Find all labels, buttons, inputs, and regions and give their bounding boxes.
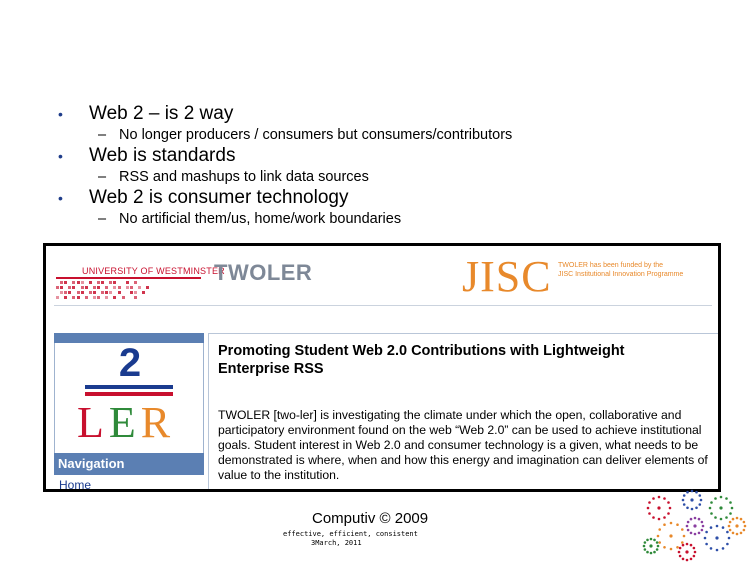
firework-dot <box>714 516 717 519</box>
firework-dot <box>683 503 686 506</box>
bullet-marker: • <box>58 190 63 206</box>
firework-dot <box>710 501 713 504</box>
firework-dot <box>644 548 647 551</box>
firework-dot <box>699 503 702 506</box>
firework-dot <box>683 494 686 497</box>
firework-dot <box>720 496 723 499</box>
firework-dot <box>683 535 686 538</box>
logo-pattern-dot <box>64 296 67 299</box>
logo-pattern-dot <box>109 281 112 284</box>
firework-dot <box>690 544 693 547</box>
firework-dot <box>710 526 713 529</box>
firework-dot <box>681 528 684 531</box>
sub-bullet-text: No longer producers / consumers but consumers/contributors <box>119 127 513 143</box>
firework-dot <box>676 523 679 526</box>
logo-pattern-dot <box>113 296 116 299</box>
logo-pattern-dot <box>97 296 100 299</box>
firework-dot <box>690 518 693 521</box>
firework-dot <box>731 507 734 510</box>
logo-numeral: 2 <box>118 341 142 385</box>
firework-dot <box>653 551 656 554</box>
logo-pattern-dot <box>105 296 108 299</box>
firework-dot <box>701 529 704 532</box>
firework-dot <box>656 548 659 551</box>
firework-dot <box>698 518 701 521</box>
firework-dot <box>695 491 698 494</box>
firework-dot <box>702 525 705 528</box>
jisc-logo: JISC <box>462 252 552 301</box>
firework-dot <box>644 541 647 544</box>
firework-dot <box>736 517 739 520</box>
logo-blue-bar <box>85 385 173 389</box>
logo-pattern-dot <box>77 281 80 284</box>
funding-note-line2: JISC Institutional Innovation Programme <box>558 271 684 278</box>
firework-dot <box>698 532 701 535</box>
sub-bullet-marker: – <box>98 169 107 185</box>
logo-pattern-dot <box>60 281 63 284</box>
logo-pattern-dot <box>113 286 116 289</box>
firework-dot <box>687 521 690 524</box>
logo-pattern-dot <box>93 291 96 294</box>
firework-dot <box>686 559 689 562</box>
firework-dot <box>729 512 732 515</box>
bullet-item <box>58 145 738 167</box>
logo-pattern-dot <box>105 286 108 289</box>
bullet-list <box>58 103 738 229</box>
sub-bullet-text: No artificial them/us, home/work boundaries <box>119 211 402 227</box>
content-body: TWOLER [two-ler] is investigating the climate under which the open, collaborative and participatory environment found on the web “Web 2.0” can be used to achieve institutional goals. Student interest in Web 2.0 and consumer technology is a given, what needs to be demonstrated is where, when and how this energy and imagination can deliver elements of value to the institution. <box>218 408 708 482</box>
site-header <box>46 246 718 324</box>
logo-pattern-dot <box>134 291 137 294</box>
firework-dot <box>714 497 717 500</box>
firework-dot <box>657 535 660 538</box>
firework-dot <box>653 539 656 542</box>
logo-pattern-dot <box>85 296 88 299</box>
site-title: TWOLER <box>214 260 313 285</box>
firework-center <box>690 498 693 501</box>
firework-dot <box>687 529 690 532</box>
logo-pattern-dot <box>72 286 75 289</box>
firework-dot <box>732 518 735 521</box>
firework-center <box>693 524 696 527</box>
logo-pattern-dot <box>93 286 96 289</box>
firework-dot <box>725 516 728 519</box>
sub-bullet-item <box>58 167 738 187</box>
firework-dot <box>652 516 655 519</box>
firework-dot <box>729 529 732 532</box>
sub-bullet-marker: – <box>98 211 107 227</box>
logo-pattern-dot <box>60 291 63 294</box>
firework-dot <box>678 551 681 554</box>
logo-pattern-dot <box>72 296 75 299</box>
firework-dot <box>693 547 696 550</box>
firework-dot <box>705 531 708 534</box>
firework-dot <box>740 532 743 535</box>
firework-dot <box>658 496 661 499</box>
firework-dot <box>722 547 725 550</box>
firework-dot <box>705 543 708 546</box>
logo-pattern-dot <box>77 291 80 294</box>
logo-pattern-dot <box>64 281 67 284</box>
logo-pattern-dot <box>85 286 88 289</box>
firework-dot <box>682 499 685 502</box>
bullet-text: Web 2 – is 2 way <box>89 103 234 124</box>
logo-pattern-dot <box>118 286 121 289</box>
logo-pattern-dot <box>142 291 145 294</box>
logo-pattern-dot <box>101 291 104 294</box>
firework-dot <box>720 518 723 521</box>
firework-center <box>735 524 738 527</box>
footer-tagline: effective, efficient, consistent <box>283 530 418 538</box>
firework-dot <box>704 537 707 540</box>
firework-dot <box>650 538 653 541</box>
logo-pattern-dot <box>89 291 92 294</box>
logo-letter-l: L <box>77 398 109 447</box>
sub-bullet-text: RSS and mashups to link data sources <box>119 169 369 185</box>
firework-dot <box>710 512 713 515</box>
logo-pattern-dot <box>126 281 129 284</box>
sub-bullet-marker: – <box>98 127 107 143</box>
logo-red-bar <box>85 392 173 396</box>
content-title: Promoting Student Web 2.0 Contributions with Lightweight Enterprise RSS <box>218 343 625 377</box>
firework-dot <box>690 532 693 535</box>
firework-dot <box>743 529 746 532</box>
twoler-logo <box>54 343 204 458</box>
firework-dot <box>669 507 672 510</box>
logo-pattern-dot <box>68 291 71 294</box>
funding-note <box>558 261 683 279</box>
firework-dot <box>656 541 659 544</box>
firework-dot <box>699 494 702 497</box>
logo-pattern-dot <box>134 281 137 284</box>
logo-pattern-dot <box>72 281 75 284</box>
logo-letter-e: E <box>108 398 141 447</box>
bullet-text: Web is standards <box>89 145 236 166</box>
firework-dot <box>663 497 666 500</box>
logo-pattern-dot <box>113 281 116 284</box>
bullet-item <box>58 103 738 125</box>
logo-pattern-dot <box>60 286 63 289</box>
site-sidebar <box>54 333 204 492</box>
firework-dot <box>646 551 649 554</box>
firework-dot <box>691 490 694 493</box>
logo-pattern-dot <box>97 281 100 284</box>
firework-dot <box>728 525 731 528</box>
firework-center <box>715 536 718 539</box>
footer-date: 3March, 2011 <box>311 539 362 547</box>
logo-pattern-dot <box>122 296 125 299</box>
firework-center <box>719 506 722 509</box>
firework-dot <box>709 507 712 510</box>
logo-pattern-dot <box>89 281 92 284</box>
logo-pattern-dot <box>130 291 133 294</box>
firework-dot <box>729 501 732 504</box>
logo-letter-r: R <box>140 398 176 447</box>
university-logo-text: UNIVERSITY OF WESTMINSTER <box>82 266 225 276</box>
firework-dot <box>690 558 693 561</box>
firework-dot <box>700 499 703 502</box>
firework-dot <box>658 518 661 521</box>
nav-link-home[interactable]: Home <box>59 478 92 492</box>
firework-dot <box>726 531 729 534</box>
navigation-heading: Navigation <box>54 453 204 475</box>
logo-pattern-dot <box>134 296 137 299</box>
firework-center <box>669 534 672 537</box>
firework-dot <box>686 525 689 528</box>
bullet-marker: • <box>58 106 63 122</box>
firework-center <box>649 544 652 547</box>
firework-dot <box>710 547 713 550</box>
firework-dot <box>679 555 682 558</box>
firework-dot <box>695 507 698 510</box>
logo-pattern-dot <box>81 291 84 294</box>
logo-pattern-dot <box>138 286 141 289</box>
logo-pattern-dot <box>130 286 133 289</box>
logo-pattern-dot <box>109 291 112 294</box>
firework-dot <box>694 551 697 554</box>
firework-dot <box>725 497 728 500</box>
bullet-text: Web 2 is consumer technology <box>89 187 349 208</box>
firework-dot <box>663 523 666 526</box>
firework-dot <box>722 526 725 529</box>
firework-dot <box>679 547 682 550</box>
bullet-item <box>58 187 738 209</box>
sub-bullet-item <box>58 125 738 145</box>
logo-pattern-dot <box>118 291 121 294</box>
firework-dot <box>643 545 646 548</box>
logo-pattern-dot <box>64 291 67 294</box>
firework-dot <box>681 541 684 544</box>
firework-dot <box>686 543 689 546</box>
firework-dot <box>648 512 651 515</box>
firework-dot <box>667 501 670 504</box>
firework-dot <box>744 525 747 528</box>
firework-dot <box>682 558 685 561</box>
firework-dot <box>729 521 732 524</box>
firework-dot <box>732 532 735 535</box>
firework-dot <box>676 546 679 549</box>
header-divider <box>54 305 712 306</box>
firework-dot <box>726 543 729 546</box>
logo-pattern-dot <box>126 286 129 289</box>
bullet-marker: • <box>58 148 63 164</box>
logo-pattern-dot <box>77 296 80 299</box>
logo-pattern-dot <box>81 286 84 289</box>
firework-center <box>685 550 688 553</box>
firework-dot <box>658 541 661 544</box>
logo-pattern-dot <box>146 286 149 289</box>
firework-dot <box>670 548 673 551</box>
logo-pattern-dot <box>101 281 104 284</box>
university-logo-pattern <box>56 281 201 303</box>
firework-dot <box>736 533 739 536</box>
fireworks-decoration <box>637 486 749 564</box>
firework-dot <box>701 521 704 524</box>
firework-dot <box>646 539 649 542</box>
firework-center <box>657 506 660 509</box>
firework-dot <box>686 507 689 510</box>
firework-dot <box>743 521 746 524</box>
firework-dot <box>691 508 694 511</box>
firework-dot <box>658 528 661 531</box>
firework-dot <box>650 552 653 555</box>
firework-dot <box>663 516 666 519</box>
firework-dot <box>694 517 697 520</box>
sub-bullet-item <box>58 209 738 229</box>
logo-letters <box>77 398 175 448</box>
logo-pattern-dot <box>56 296 59 299</box>
funding-note-line1: TWOLER has been funded by the <box>558 262 664 269</box>
firework-dot <box>663 546 666 549</box>
logo-pattern-dot <box>105 291 108 294</box>
firework-dot <box>670 522 673 525</box>
university-logo-rule <box>56 277 201 279</box>
firework-dot <box>693 555 696 558</box>
logo-pattern-dot <box>68 286 71 289</box>
firework-dot <box>694 533 697 536</box>
firework-dot <box>716 525 719 528</box>
logo-pattern-dot <box>97 286 100 289</box>
website-screenshot <box>43 243 721 492</box>
firework-dot <box>686 491 689 494</box>
firework-dot <box>716 549 719 552</box>
firework-dot <box>652 497 655 500</box>
firework-dot <box>657 545 660 548</box>
firework-dot <box>740 518 743 521</box>
logo-pattern-dot <box>56 286 59 289</box>
firework-dot <box>682 544 685 547</box>
firework-dot <box>667 512 670 515</box>
footer-title: Computiv © 2009 <box>312 510 429 527</box>
firework-dot <box>728 537 731 540</box>
main-content <box>208 333 718 492</box>
logo-pattern-dot <box>81 281 84 284</box>
firework-dot <box>648 501 651 504</box>
logo-pattern-dot <box>93 296 96 299</box>
firework-dot <box>647 507 650 510</box>
